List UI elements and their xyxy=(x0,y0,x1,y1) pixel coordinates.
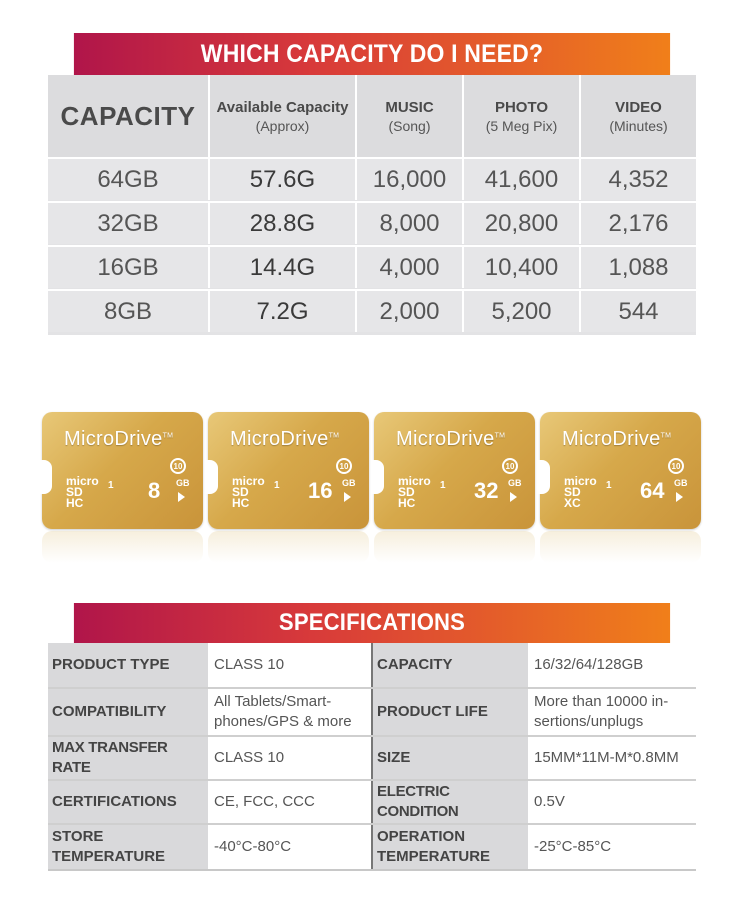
header-photo xyxy=(464,75,581,157)
microsd-logo: micro SD HC xyxy=(66,474,99,510)
row-capacity: 64GB xyxy=(48,159,210,200)
microsd-logo: micro SD HC xyxy=(398,474,431,510)
row-photo: 10,400 xyxy=(464,247,581,288)
card-brand xyxy=(396,428,505,451)
specifications-banner: SPECIFICATIONS xyxy=(74,603,670,643)
class10-icon: 10 xyxy=(170,458,186,474)
card-brand xyxy=(230,428,339,451)
row-available: 57.6G xyxy=(210,159,357,200)
play-icon xyxy=(676,492,683,502)
spec-label: SIZE xyxy=(373,737,528,779)
row-video: 544 xyxy=(618,297,659,325)
header-photo-label: PHOTO xyxy=(494,98,549,116)
spec-value: 0.5V xyxy=(534,793,565,810)
spec-value: All Tablets/Smart-phones/GPS & more xyxy=(208,689,373,735)
spec-label: CAPACITY xyxy=(373,643,528,687)
card-brand xyxy=(64,428,173,451)
card-8gb xyxy=(42,412,203,529)
table-row xyxy=(48,689,696,737)
header-music xyxy=(357,75,464,157)
spec-value: CLASS 10 xyxy=(208,737,373,779)
table-row xyxy=(48,201,696,244)
row-photo: 20,800 xyxy=(464,203,581,244)
card-unit: GB xyxy=(508,478,522,488)
table-row xyxy=(48,643,696,689)
trademark: TM xyxy=(328,432,340,440)
trademark: TM xyxy=(162,432,174,440)
uhs-icon: 1 xyxy=(108,480,114,491)
row-video: 4,352 xyxy=(608,165,669,193)
row-available: 28.8G xyxy=(210,203,357,244)
table-row xyxy=(48,825,696,869)
row-video: 1,088 xyxy=(608,253,669,281)
spec-value: CE, FCC, CCC xyxy=(208,781,373,823)
spec-label: COMPATIBILITY xyxy=(48,689,208,735)
specifications-table xyxy=(48,643,696,871)
card-unit: GB xyxy=(176,478,190,488)
row-music: 8,000 xyxy=(357,203,464,244)
row-available: 14.4G xyxy=(210,247,357,288)
play-icon xyxy=(178,492,185,502)
spec-value: 16/32/64/128GB xyxy=(534,656,644,673)
header-video-sub: (Minutes) xyxy=(609,117,668,134)
table-row xyxy=(48,781,696,825)
class10-icon: 10 xyxy=(502,458,518,474)
spec-label: PRODUCT TYPE xyxy=(48,643,208,687)
spec-label: STORE TEMPERATURE xyxy=(48,825,208,869)
row-photo: 5,200 xyxy=(464,291,581,332)
capacity-table-header xyxy=(48,75,696,157)
spec-label: ELECTRIC CONDITION xyxy=(373,781,528,823)
card-32gb xyxy=(374,412,535,529)
row-music: 2,000 xyxy=(357,291,464,332)
row-photo: 41,600 xyxy=(464,159,581,200)
spec-value: CLASS 10 xyxy=(208,643,373,687)
header-capacity-label: CAPACITY xyxy=(60,100,196,131)
spec-label: CERTIFICATIONS xyxy=(48,781,208,823)
uhs-icon: 1 xyxy=(606,480,612,491)
card-16gb xyxy=(208,412,369,529)
brand-text: MicroDrive xyxy=(230,428,329,450)
header-capacity xyxy=(48,75,210,157)
table-row xyxy=(48,157,696,200)
header-video xyxy=(581,75,696,157)
play-icon xyxy=(510,492,517,502)
card-notch xyxy=(206,460,218,494)
row-video: 2,176 xyxy=(608,209,669,237)
card-notch xyxy=(372,460,384,494)
spec-label: MAX TRANSFER RATE xyxy=(48,737,208,779)
card-reflection xyxy=(374,531,535,563)
card-notch xyxy=(40,460,52,494)
class10-icon: 10 xyxy=(336,458,352,474)
row-capacity: 32GB xyxy=(48,203,210,244)
card-size: 64 xyxy=(640,478,665,503)
card-reflection xyxy=(42,531,203,563)
spec-label: PRODUCT LIFE xyxy=(373,689,528,735)
card-size: 8 xyxy=(148,478,161,503)
card-reflection xyxy=(540,531,701,563)
brand-text: MicroDrive xyxy=(396,428,495,450)
play-icon xyxy=(344,492,351,502)
header-music-sub: (Song) xyxy=(388,117,431,134)
microsd-logo: micro SD HC xyxy=(232,474,265,510)
header-video-label: VIDEO xyxy=(615,98,662,116)
spec-value: More than 10000 in-sertions/unplugs xyxy=(534,693,669,730)
card-unit: GB xyxy=(674,478,688,488)
spec-value: -25°C-85°C xyxy=(534,838,612,855)
capacity-banner: WHICH CAPACITY DO I NEED? xyxy=(74,33,670,75)
trademark: TM xyxy=(494,432,506,440)
header-available-label: Available Capacity xyxy=(216,98,349,116)
card-size: 32 xyxy=(474,478,499,503)
uhs-icon: 1 xyxy=(440,480,446,491)
class10-icon: 10 xyxy=(668,458,684,474)
capacity-table xyxy=(48,75,696,335)
brand-text: MicroDrive xyxy=(64,428,163,450)
brand-text: MicroDrive xyxy=(562,428,661,450)
card-reflection xyxy=(208,531,369,563)
header-photo-sub: (5 Meg Pix) xyxy=(485,117,558,134)
header-available xyxy=(210,75,357,157)
row-music: 16,000 xyxy=(357,159,464,200)
uhs-icon: 1 xyxy=(274,480,280,491)
card-size: 16 xyxy=(308,478,333,503)
trademark: TM xyxy=(660,432,672,440)
table-row xyxy=(48,245,696,288)
spec-value: 15MM*11M-M*0.8MM xyxy=(534,749,679,766)
table-row xyxy=(48,289,696,332)
table-row xyxy=(48,737,696,781)
spec-label: OPERATION TEMPERATURE xyxy=(373,825,528,869)
row-music: 4,000 xyxy=(357,247,464,288)
row-available: 7.2G xyxy=(210,291,357,332)
header-music-label: MUSIC xyxy=(385,98,434,116)
card-unit: GB xyxy=(342,478,356,488)
microsd-logo: micro SD XC xyxy=(564,474,597,510)
card-notch xyxy=(538,460,550,494)
card-brand xyxy=(562,428,671,451)
spec-value: -40°C-80°C xyxy=(208,825,373,869)
row-capacity: 8GB xyxy=(48,291,210,332)
header-available-sub: (Approx) xyxy=(255,117,310,134)
card-64gb xyxy=(540,412,701,529)
row-capacity: 16GB xyxy=(48,247,210,288)
